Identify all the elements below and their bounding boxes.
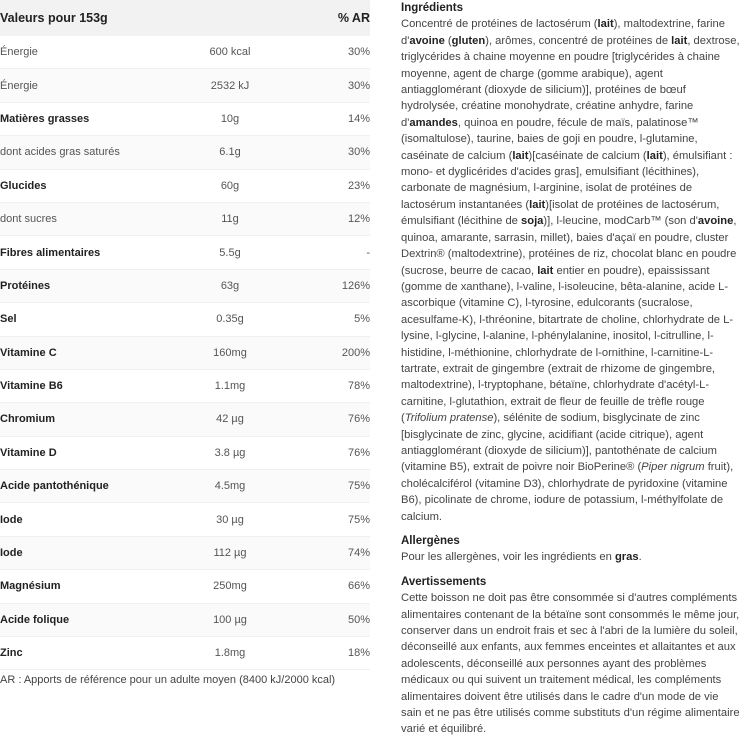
nutrient-value: 250mg <box>213 580 247 593</box>
nutrition-row <box>0 236 370 269</box>
nutrient-value: 3.8 µg <box>214 446 246 459</box>
nutrition-panel <box>0 0 380 700</box>
nutrition-row <box>0 637 370 670</box>
nutrient-name: Énergie <box>0 46 38 59</box>
nutrient-name: Acide pantothénique <box>0 480 109 493</box>
nutrition-row <box>0 470 370 503</box>
nutrition-row <box>0 36 370 69</box>
nutrient-name: Énergie <box>0 79 38 92</box>
nutrient-ar-percent: 18% <box>347 647 370 660</box>
nutrient-name: Fibres alimentaires <box>0 246 101 259</box>
product-info-panel <box>401 0 740 736</box>
nutrition-row <box>0 270 370 303</box>
nutrient-ar-percent: 74% <box>347 547 370 560</box>
nutrient-value: 6.1g <box>219 146 241 159</box>
nutrient-name: Acide folique <box>0 613 70 626</box>
nutrient-ar-percent: 75% <box>347 513 370 526</box>
nutrient-ar-percent: 30% <box>347 146 370 159</box>
nutrient-name: Vitamine D <box>0 446 57 459</box>
header-serving: Valeurs pour 153g <box>0 11 108 25</box>
nutrition-row <box>0 370 370 403</box>
nutrient-value: 160mg <box>213 346 247 359</box>
nutrient-name: Vitamine C <box>0 346 57 359</box>
nutrient-ar-percent: 126% <box>341 279 370 292</box>
warnings-text: Cette boisson ne doit pas être consommée si d'autres compléments alimentaires contenant de la bétaïne sont consommés le même jour, conserver dans un endroit frais et sec à l'abri de la lumière du soleil, déconseillé aux enfants, aux femmes enceintes et allaitantes et aux adolescents, déconseillé aux personnes ayant des problèmes médicaux ou qui suivent un traitement médical, les compléments alimentaires doivent être utilisés dans le cadre d'un mode de vie sain et ne pas être utilisés comme substituts d'un régime alimentaire varié et équilibré. <box>401 592 740 736</box>
nutrient-value: 100 µg <box>213 613 247 626</box>
nutrition-row <box>0 503 370 536</box>
nutrition-row <box>0 103 370 136</box>
nutrient-name: Zinc <box>0 647 23 660</box>
nutrient-value: 63g <box>220 279 240 292</box>
warnings-title: Avertissements <box>401 575 487 588</box>
nutrition-row <box>0 537 370 570</box>
nutrient-name: dont sucres <box>0 213 57 226</box>
nutrient-value: 600 kcal <box>209 46 251 59</box>
nutrient-value: 11g <box>221 213 239 226</box>
nutrient-value: 4.5mg <box>214 480 246 493</box>
nutrient-name: Sel <box>0 313 17 326</box>
nutrient-value: 10g <box>220 112 240 125</box>
nutrient-value: 60g <box>220 179 240 192</box>
nutrient-name: Protéines <box>0 279 51 292</box>
ingredients-text: Concentré de protéines de lactosérum (lait), maltodextrine, farine d'avoine (gluten), arômes, concentré de protéines de lait, dextrose, triglycérides à chaine moyenne en poudre [triglycérides à chaine moyenne, agent de charge (gomme arabique), agent antiagglomérant (dioxyde de silicium)], protéines de bœuf hydrolysée, créatine monohydrate, créatine anhydre, farine d'amandes, quinoa en poudre, fécule de maïs, palatinose™ (isomaltulose), taurine, baies de goji en poudre, l-glutamine, caséinate de calcium (lait)[caséinate de calcium (lait), émulsifiant : mono- et dyglicérides d'acides gras], emulsifiant (lécithines), carbonate de magnésium, l-arginine, isolat de protéines de lactosérum instantanées (lait)[isolat de protéines de lactosérum, émulsifiant (lécithine de soja)], l-leucine, modCarb™ (son d'avoine, quinoa, amarante, sarrasin, millet), baies d'açaï en poudre, cluster Dextrin® (maltodextrine), protéines de riz, chocolat blanc en poudre (sucrose, beurre de cacao, lait entier en poudre), epaississant (gomme de xanthane), l-valine, l-isoleucine, bêta-alanine, acide L-ascorbique (vitamine C), l-tyrosine, edulcorants (sucralose, acesulfame-K), l-thréonine, bitartrate de choline, chlorhydrate de L-lysine, l-glycine, l-alanine, l-phénylalanine, inositol, l-citrulline, l-histidine, l-méthionine, chlorhydrate de l-ornithine, l-carnitine-L-tartrate, extrait de gingembre (extrait de rhizome de gingembre, maltodextrine), l-tryptophane, bétaïne, chlorhydrate d'acétyl-L-carnitine, l-glutathion, extrait de fleur de feuille de trèfle rouge (Trifolium pratense), sélénite de sodium, bisglycinate de zinc [bisglycinate de zinc, glycine, acidifiant (acide citrique), agent antiagglomérant (dioxyde de silicium)], pantothénate de calcium (vitamine B5), extrait de poivre noir BioPerine® (Piper nigrum fruit), cholécalciférol (vitamine D3), chlorhydrate de pyridoxine (vitamine B6), picolinate de chrome, iodure de potassium, l-méthylfolate de calcium. <box>401 18 740 523</box>
nutrition-row <box>0 437 370 470</box>
allergens-title: Allergènes <box>401 535 460 547</box>
nutrient-name: Chromium <box>0 413 55 426</box>
nutrient-ar-percent: 76% <box>347 446 370 459</box>
nutrient-value: 112 µg <box>213 547 247 560</box>
nutrition-row <box>0 604 370 637</box>
allergens-text: Pour les allergènes, voir les ingrédients en gras. <box>401 551 642 564</box>
nutrition-row <box>0 203 370 236</box>
nutrition-row <box>0 69 370 102</box>
nutrient-ar-percent: 50% <box>347 613 370 626</box>
nutrient-value: 2532 kJ <box>210 79 250 92</box>
nutrition-row <box>0 303 370 336</box>
nutrient-value: 1.8mg <box>214 647 246 660</box>
nutrient-ar-percent: 14% <box>347 112 370 125</box>
reference-footnote: AR : Apports de référence pour un adulte moyen (8400 kJ/2000 kcal) <box>0 674 336 686</box>
nutrition-table-header <box>0 0 370 36</box>
nutrient-name: Iode <box>0 513 23 526</box>
nutrient-value: 30 µg <box>216 513 244 526</box>
nutrition-row <box>0 570 370 603</box>
nutrient-name: Iode <box>0 547 23 560</box>
nutrient-name: dont acides gras saturés <box>0 146 120 159</box>
nutrient-ar-percent: 5% <box>354 313 370 326</box>
nutrient-ar-percent: 66% <box>347 580 370 593</box>
nutrient-ar-percent: 23% <box>347 179 370 192</box>
nutrient-ar-percent: 30% <box>347 79 370 92</box>
nutrient-ar-percent: 76% <box>347 413 370 426</box>
ingredients-title: Ingrédients <box>401 2 463 14</box>
nutrient-name: Glucides <box>0 179 47 192</box>
nutrition-table <box>0 0 370 670</box>
nutrient-ar-percent: 78% <box>347 380 370 393</box>
nutrient-ar-percent: 12% <box>347 213 370 226</box>
nutrition-row <box>0 170 370 203</box>
nutrient-ar-percent: - <box>366 246 370 259</box>
nutrition-row <box>0 337 370 370</box>
nutrient-ar-percent: 75% <box>347 480 370 493</box>
nutrition-rows <box>0 36 370 670</box>
nutrition-row <box>0 136 370 169</box>
nutrient-name: Matières grasses <box>0 112 90 125</box>
header-ar: % AR <box>337 11 370 25</box>
nutrient-value: 1.1mg <box>214 380 246 393</box>
nutrient-name: Magnésium <box>0 580 61 593</box>
nutrient-value: 42 µg <box>216 413 244 426</box>
nutrient-name: Vitamine B6 <box>0 380 63 393</box>
nutrition-row <box>0 403 370 436</box>
nutrient-ar-percent: 30% <box>347 46 370 59</box>
nutrient-value: 5.5g <box>219 246 241 259</box>
nutrient-value: 0.35g <box>216 313 244 326</box>
nutrient-ar-percent: 200% <box>341 346 370 359</box>
